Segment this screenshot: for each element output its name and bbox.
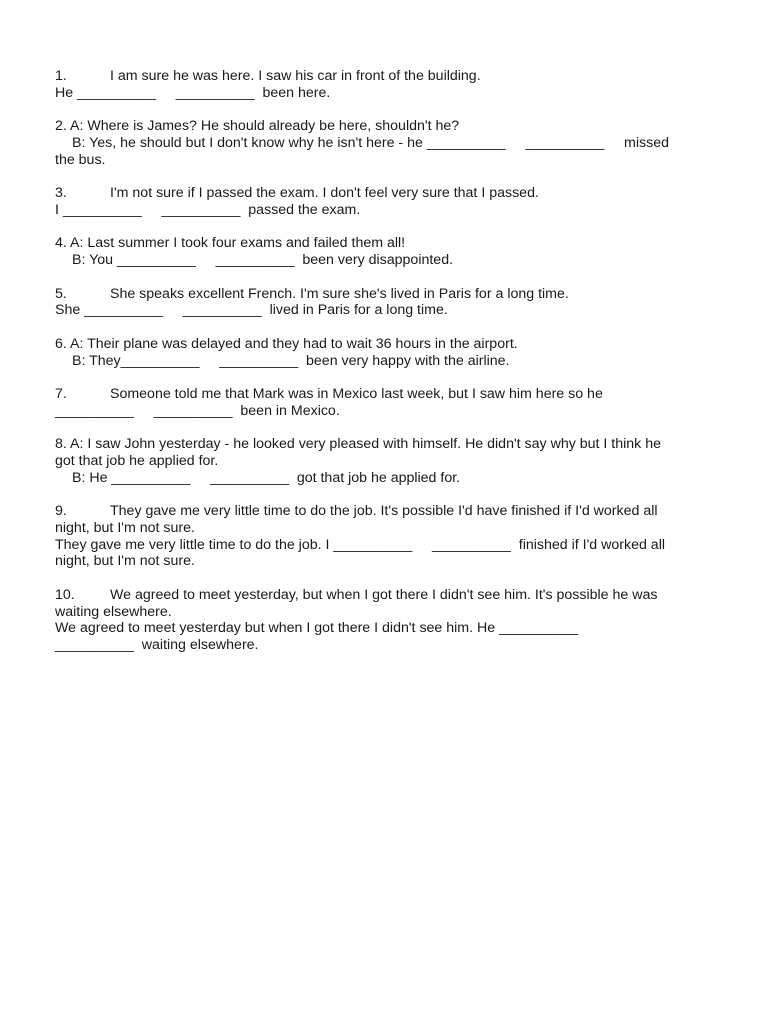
question-8	[55, 436, 723, 486]
answer-line: __________ __________ been in Mexico.	[55, 402, 340, 419]
answer-line: We agreed to meet yesterday but when I got there I didn't see him. He __________	[55, 620, 578, 637]
question-prompt-cont: night, but I'm not sure.	[55, 519, 195, 536]
question-2	[55, 118, 723, 168]
dialogue-line-b: B: You __________ __________ been very disappointed.	[72, 252, 454, 269]
question-prompt: She speaks excellent French. I'm sure she's lived in Paris for a long time.	[110, 285, 569, 302]
dialogue-line-c: the bus.	[55, 151, 106, 168]
answer-line: I __________ __________ passed the exam.	[55, 201, 361, 218]
question-number: 10.	[55, 586, 75, 603]
question-prompt-cont: waiting elsewhere.	[55, 603, 172, 620]
dialogue-line-b: B: They__________ __________ been very happy with the airline.	[72, 352, 510, 369]
question-5	[55, 286, 723, 320]
worksheet	[55, 68, 723, 671]
dialogue-line-a: 2. A: Where is James? He should already be here, shouldn't he?	[55, 118, 460, 135]
dialogue-line-a-cont: got that job he applied for.	[55, 452, 219, 469]
question-prompt: I'm not sure if I passed the exam. I don't feel very sure that I passed.	[110, 185, 539, 202]
question-4	[55, 235, 723, 269]
question-10	[55, 587, 723, 654]
dialogue-line-a: 8. A: I saw John yesterday - he looked very pleased with himself. He didn't say why but I think he	[55, 436, 661, 453]
dialogue-line-b: B: He __________ __________ got that job he applied for.	[72, 469, 461, 486]
answer-line-cont: night, but I'm not sure.	[55, 553, 195, 570]
question-6	[55, 336, 723, 370]
question-number: 7.	[55, 385, 67, 402]
answer-line: He __________ __________ been here.	[55, 84, 331, 101]
question-9	[55, 503, 723, 570]
question-7	[55, 386, 723, 420]
dialogue-line-a: 4. A: Last summer I took four exams and failed them all!	[55, 235, 406, 252]
question-1	[55, 68, 723, 102]
question-prompt: They gave me very little time to do the job. It's possible I'd have finished if I'd worked all	[110, 503, 658, 520]
question-prompt: Someone told me that Mark was in Mexico last week, but I saw him here so he	[110, 385, 603, 402]
dialogue-line-b: B: Yes, he should but I don't know why he isn't here - he __________ __________ missed	[72, 134, 669, 151]
question-number: 3.	[55, 185, 67, 202]
question-number: 9.	[55, 503, 67, 520]
question-number: 1.	[55, 68, 67, 84]
answer-line-cont: __________ waiting elsewhere.	[55, 637, 259, 654]
dialogue-line-a: 6. A: Their plane was delayed and they had to wait 36 hours in the airport.	[55, 335, 518, 352]
question-prompt: I am sure he was here. I saw his car in front of the building.	[110, 68, 481, 84]
answer-line: They gave me very little time to do the job. I __________ __________ finished if I'd worked all	[55, 536, 665, 553]
question-3	[55, 185, 723, 219]
question-number: 5.	[55, 285, 67, 302]
answer-line: She __________ __________ lived in Paris for a long time.	[55, 302, 448, 319]
question-prompt: We agreed to meet yesterday, but when I got there I didn't see him. It's possible he was	[110, 586, 658, 603]
